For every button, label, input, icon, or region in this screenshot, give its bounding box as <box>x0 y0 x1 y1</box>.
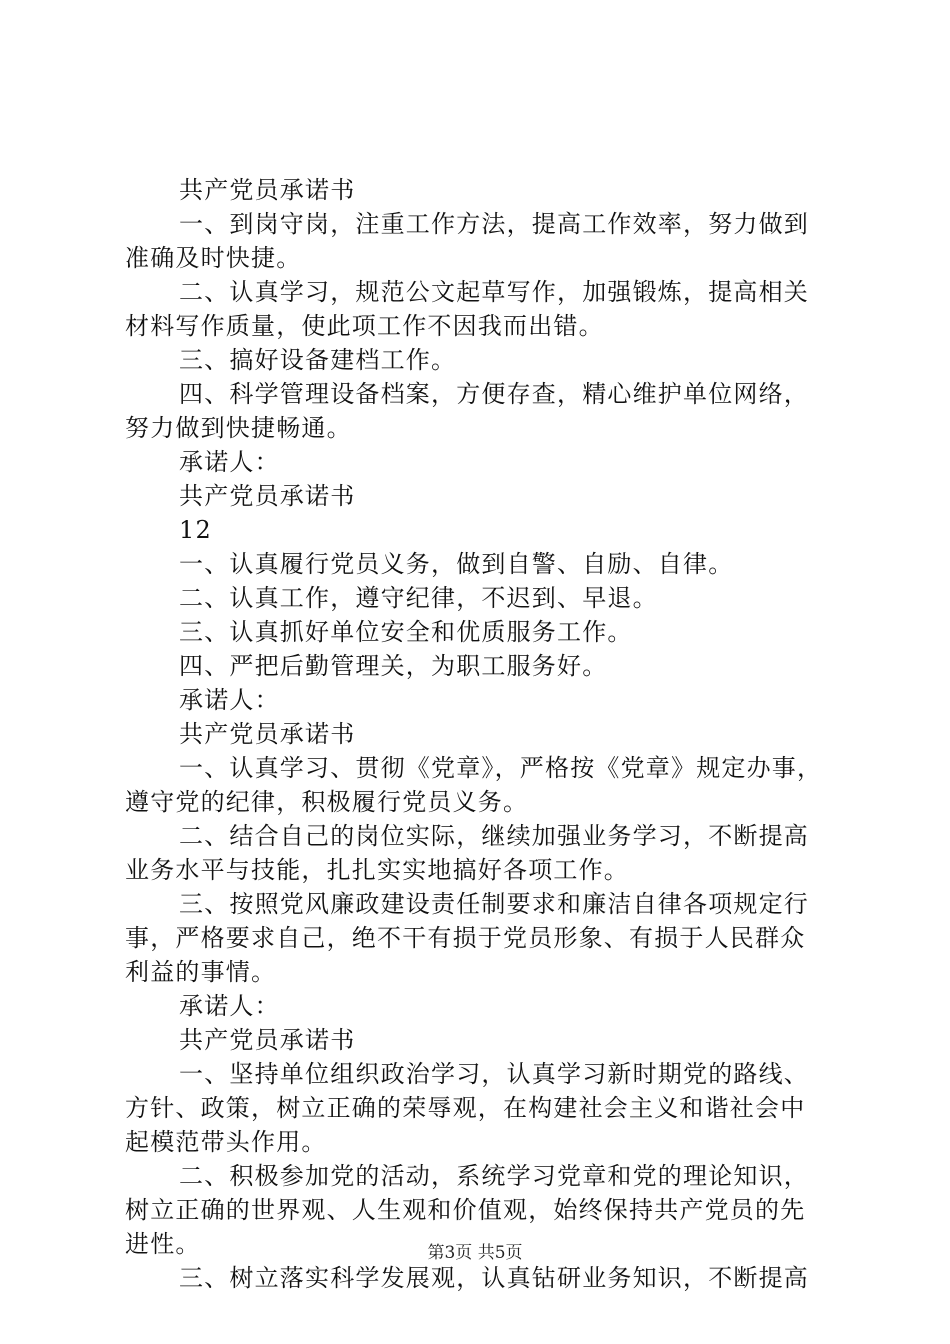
paragraph-line: 一、到岗守岗，注重工作方法，提高工作效率，努力做到 <box>179 210 809 238</box>
paragraph-line: 一、认真履行党员义务，做到自警、自励、自律。 <box>179 550 734 578</box>
paragraph-line: 二、结合自己的岗位实际，继续加强业务学习，不断提高 <box>179 822 809 850</box>
heading-line: 共产党员承诺书 <box>179 720 356 748</box>
paragraph-line: 方针、政策，树立正确的荣辱观，在构建社会主义和谐社会中 <box>125 1094 806 1122</box>
paragraph-line: 努力做到快捷畅通。 <box>125 414 352 442</box>
signature-line: 承诺人： <box>179 992 280 1020</box>
heading-line: 共产党员承诺书 <box>179 482 356 510</box>
signature-line: 承诺人： <box>179 448 280 476</box>
paragraph-line: 三、树立落实科学发展观，认真钻研业务知识，不断提高 <box>179 1264 809 1292</box>
paragraph-line: 三、按照党风廉政建设责任制要求和廉洁自律各项规定行 <box>179 890 809 918</box>
paragraph-line: 利益的事情。 <box>125 958 277 986</box>
signature-line: 承诺人： <box>179 686 280 714</box>
paragraph-line: 业务水平与技能，扎扎实实地搞好各项工作。 <box>125 856 629 884</box>
number-line: 12 <box>179 516 212 544</box>
page-number-footer: 第3页 共5页 <box>427 1243 523 1263</box>
paragraph-line: 三、认真抓好单位安全和优质服务工作。 <box>179 618 633 646</box>
paragraph-line: 一、认真学习、贯彻《党章》，严格按《党章》规定办事， <box>179 754 823 782</box>
paragraph-line: 三、搞好设备建档工作。 <box>179 346 457 374</box>
paragraph-line: 二、认真工作，遵守纪律，不迟到、早退。 <box>179 584 658 612</box>
paragraph-line: 遵守党的纪律，积极履行党员义务。 <box>125 788 529 816</box>
paragraph-line: 树立正确的世界观、人生观和价值观，始终保持共产党员的先 <box>125 1196 806 1224</box>
paragraph-line: 进性。 <box>125 1230 201 1258</box>
paragraph-line: 四、严把后勤管理关，为职工服务好。 <box>179 652 608 680</box>
paragraph-line: 二、认真学习，规范公文起草写作，加强锻炼，提高相关 <box>179 278 809 306</box>
document-body <box>125 173 837 1295</box>
paragraph-line: 一、坚持单位组织政治学习，认真学习新时期党的路线、 <box>179 1060 809 1088</box>
heading-line: 共产党员承诺书 <box>179 1026 356 1054</box>
paragraph-line: 二、积极参加党的活动，系统学习党章和党的理论知识， <box>179 1162 809 1190</box>
paragraph-line: 四、科学管理设备档案，方便存查，精心维护单位网络， <box>179 380 809 408</box>
paragraph-line: 材料写作质量，使此项工作不因我而出错。 <box>125 312 604 340</box>
heading-line: 共产党员承诺书 <box>179 176 356 204</box>
paragraph-line: 准确及时快捷。 <box>125 244 302 272</box>
paragraph-line: 事，严格要求自己，绝不干有损于党员形象、有损于人民群众 <box>125 924 806 952</box>
paragraph-line: 起模范带头作用。 <box>125 1128 327 1156</box>
